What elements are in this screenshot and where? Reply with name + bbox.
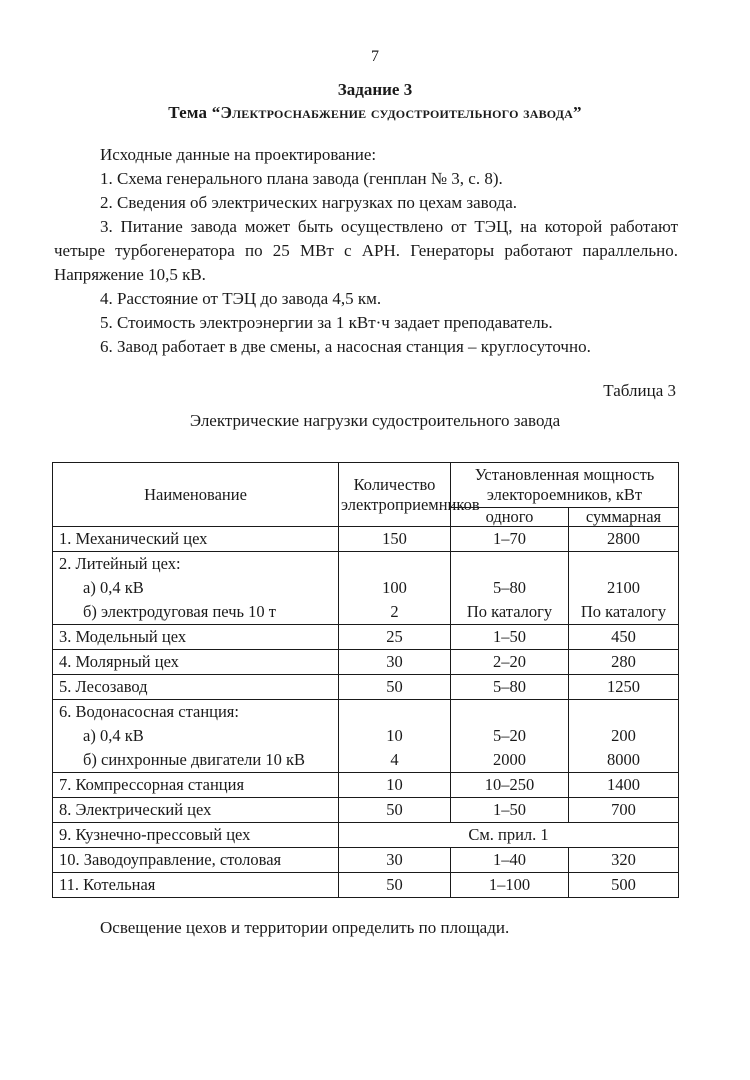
row-total: 280 [611, 652, 636, 671]
list-item: 1. Схема генерального плана завода (генплан № 3, с. 8). [100, 169, 503, 188]
row-total: 450 [611, 627, 636, 646]
row-count: 30 [386, 652, 403, 671]
cell-one [451, 552, 569, 625]
list-item: 4. Расстояние от ТЭЦ до завода 4,5 км. [100, 289, 382, 308]
table-row [53, 675, 679, 700]
row-name: 6. Водонасосная станция: [59, 702, 239, 721]
row-name: 4. Молярный цех [59, 652, 179, 671]
table-label: Таблица 3 [603, 381, 676, 400]
table-body [53, 527, 679, 898]
page-number: 7 [371, 48, 379, 65]
row-one: 1–70 [493, 529, 526, 548]
merged-note: См. прил. 1 [468, 825, 549, 844]
row-count: 4 [390, 750, 399, 769]
row-name: 8. Электрический цех [59, 800, 212, 819]
cell-name [53, 552, 339, 625]
row-total: 1400 [607, 775, 640, 794]
topic-suffix: ” [573, 103, 582, 122]
row-name: 9. Кузнечно-прессовый цех [59, 825, 251, 844]
footer-note: Освещение цехов и территории определить по площади. [100, 918, 510, 937]
cell-one [451, 798, 569, 823]
cell-one [451, 848, 569, 873]
row-count: 10 [386, 775, 403, 794]
cell-total [569, 650, 679, 675]
table-row [53, 848, 679, 873]
cell-total [569, 773, 679, 798]
cell-total [569, 625, 679, 650]
row-total: 2100 [607, 578, 640, 597]
cell-total [569, 675, 679, 700]
cell-one [451, 873, 569, 898]
cell-name [53, 798, 339, 823]
row-one: 5–20 [493, 726, 526, 745]
cell-total [569, 552, 679, 625]
table-row [53, 527, 679, 552]
cell-name [53, 675, 339, 700]
cell-count [339, 552, 451, 625]
header-name: Наименование [53, 463, 339, 527]
row-name: 1. Механический цех [59, 529, 208, 548]
row-one: 5–80 [493, 578, 526, 597]
row-name: а) 0,4 кВ [83, 726, 144, 745]
row-one: 1–100 [488, 875, 531, 894]
row-total: 2800 [607, 529, 640, 548]
cell-total [569, 848, 679, 873]
cell-name [53, 527, 339, 552]
cell-name [53, 823, 339, 848]
cell-one [451, 675, 569, 700]
row-total: 320 [611, 850, 636, 869]
cell-count [339, 773, 451, 798]
row-count: 10 [386, 726, 403, 745]
table-row [53, 552, 679, 625]
cell-count [339, 873, 451, 898]
row-name: 2. Литейный цех: [59, 554, 181, 573]
cell-name [53, 773, 339, 798]
cell-one [451, 773, 569, 798]
table-row [53, 823, 679, 848]
list-item: 6. Завод работает в две смены, а насосная станция – круглосуточно. [100, 337, 591, 356]
cell-count [339, 650, 451, 675]
row-total [569, 552, 678, 576]
row-count [339, 552, 450, 576]
header-power-one: одного [451, 508, 569, 527]
row-name: 11. Котельная [59, 875, 156, 894]
cell-name [53, 625, 339, 650]
cell-merged [339, 823, 679, 848]
row-name: 7. Компрессорная станция [59, 775, 245, 794]
table-row [53, 873, 679, 898]
row-count [339, 700, 450, 724]
header-power: Установленная мощность электороемников, кВт [451, 463, 679, 508]
cell-count [339, 848, 451, 873]
cell-one [451, 527, 569, 552]
table-row [53, 625, 679, 650]
topic-prefix: Тема “ [168, 103, 221, 122]
cell-total [569, 700, 679, 773]
loads-table [52, 462, 679, 898]
cell-one [451, 625, 569, 650]
row-count: 100 [382, 578, 407, 597]
row-one: 10–250 [484, 775, 535, 794]
cell-count [339, 675, 451, 700]
table-row [53, 773, 679, 798]
row-total: 200 [611, 726, 636, 745]
row-name: 5. Лесозавод [59, 677, 148, 696]
cell-name [53, 650, 339, 675]
cell-total [569, 527, 679, 552]
cell-count [339, 798, 451, 823]
row-one: 2–20 [493, 652, 526, 671]
row-one [451, 552, 568, 576]
header-power-total: суммарная [569, 508, 679, 527]
cell-total [569, 798, 679, 823]
cell-name [53, 700, 339, 773]
row-total: 1250 [607, 677, 640, 696]
row-count: 50 [386, 677, 403, 696]
list-item: 3. Питание завода может быть осуществлено от ТЭЦ, на которой работают четыре турбогенератора по 25 МВт с АРН. Генераторы работают параллельно. Напряжение 10,5 кВ. [54, 217, 678, 284]
row-name: а) 0,4 кВ [83, 578, 144, 597]
row-count: 50 [386, 875, 403, 894]
row-one: 1–50 [493, 627, 526, 646]
row-one: 2000 [493, 750, 526, 769]
cell-one [451, 650, 569, 675]
row-one: 5–80 [493, 677, 526, 696]
row-count: 150 [382, 529, 407, 548]
table-row [53, 700, 679, 773]
table-row [53, 650, 679, 675]
row-one: По каталогу [466, 602, 553, 621]
row-total: По каталогу [580, 602, 667, 621]
row-one: 1–40 [493, 850, 526, 869]
topic-heading [0, 103, 750, 123]
row-total: 8000 [607, 750, 640, 769]
table-row [53, 798, 679, 823]
cell-count [339, 625, 451, 650]
row-count: 25 [386, 627, 403, 646]
header-count: Количество электроприемников [339, 463, 451, 527]
row-name: б) электродуговая печь 10 т [83, 602, 276, 621]
row-one [451, 700, 568, 724]
cell-total [569, 873, 679, 898]
row-count: 2 [390, 602, 399, 621]
row-name: б) синхронные двигатели 10 кВ [83, 750, 305, 769]
row-name: 10. Заводоуправление, столовая [59, 850, 282, 869]
row-count: 30 [386, 850, 403, 869]
table-caption: Электрические нагрузки судостроительного завода [189, 411, 561, 430]
topic-title: Электроснабжение судостроительного завода [220, 103, 574, 122]
cell-count [339, 700, 451, 773]
row-count: 50 [386, 800, 403, 819]
cell-one [451, 700, 569, 773]
cell-name [53, 873, 339, 898]
intro-text: Исходные данные на проектирование: [100, 145, 377, 164]
row-total [569, 700, 678, 724]
list-item: 2. Сведения об электрических нагрузках по цехам завода. [100, 193, 518, 212]
task-heading: Задание 3 [337, 80, 413, 99]
row-name: 3. Модельный цех [59, 627, 187, 646]
row-total: 700 [611, 800, 636, 819]
cell-name [53, 848, 339, 873]
list-item: 5. Стоимость электроэнергии за 1 кВт·ч задает преподаватель. [100, 313, 553, 332]
row-total: 500 [611, 875, 636, 894]
cell-count [339, 527, 451, 552]
row-one: 1–50 [493, 800, 526, 819]
